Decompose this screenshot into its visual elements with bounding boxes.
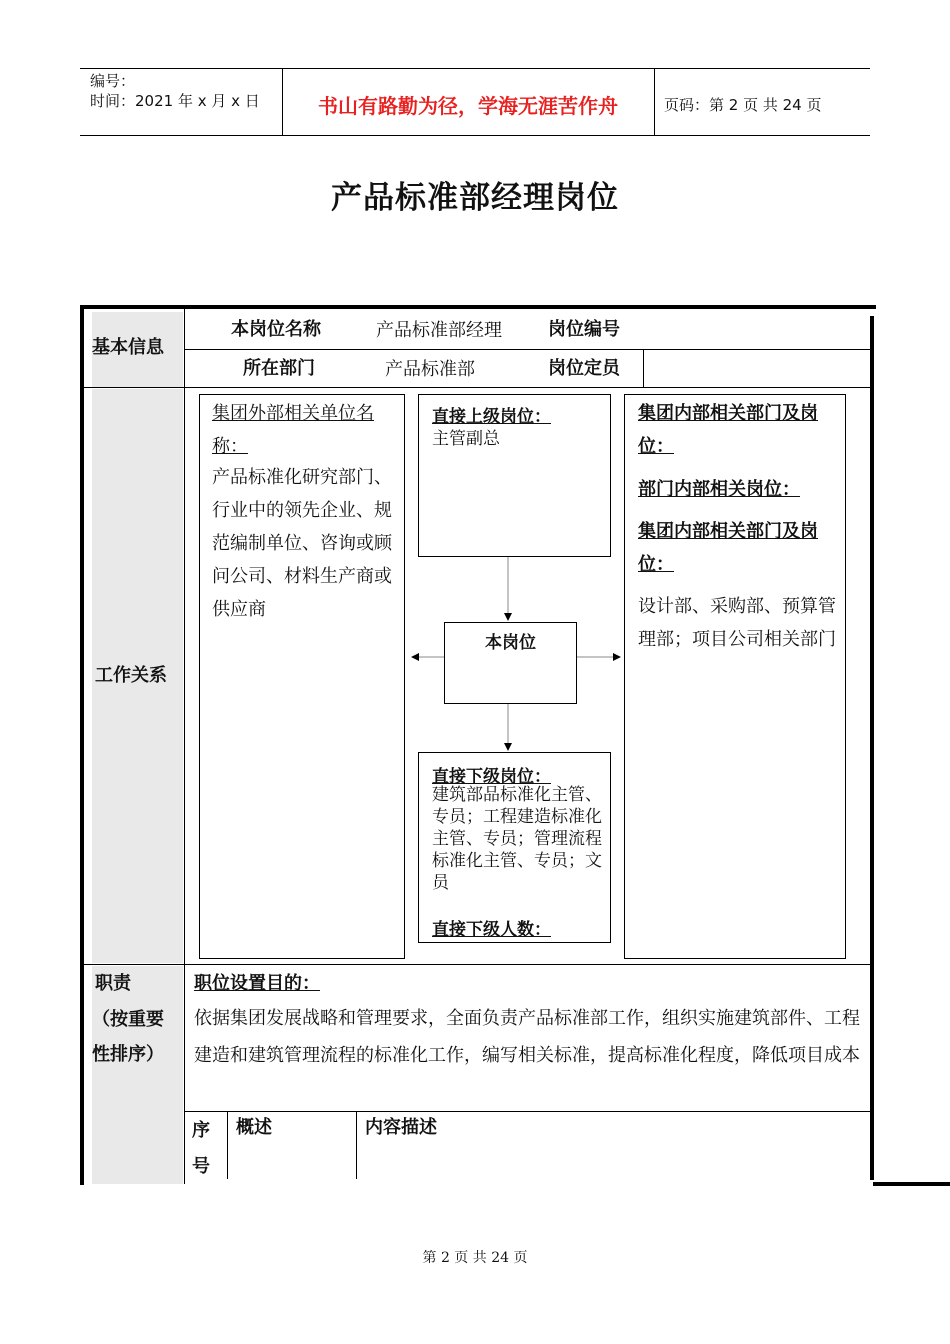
label-column-rule	[184, 309, 185, 1184]
header-serial: 编号：	[90, 72, 136, 90]
position-code-label: 岗位编号	[548, 319, 620, 340]
basic-bottom-rule	[84, 387, 870, 388]
page-footer: 第 2 页 共 24 页	[422, 1250, 528, 1266]
duties-col-no-rule	[227, 1111, 228, 1179]
basic-row-divider	[184, 349, 870, 350]
duties-col-summary-rule	[356, 1111, 357, 1179]
position-name-value: 产品标准部经理	[376, 320, 502, 341]
header-divider-right	[654, 68, 655, 136]
headcount-cell-divider	[643, 349, 644, 387]
col-summary-header: 概述	[236, 1117, 272, 1138]
superior-title: 直接上级岗位：	[432, 407, 551, 427]
this-position-label: 本岗位	[485, 633, 536, 653]
table-right-rule	[870, 316, 874, 1180]
work-relations-label: 工作关系	[95, 665, 167, 686]
header-motto: 书山有路勤为径，学海无涯苦作舟	[318, 94, 618, 118]
duties-table-header-rule	[184, 1111, 870, 1112]
internal-content: 设计部、采购部、预算管理部；项目公司相关部门	[638, 596, 836, 650]
external-units-title: 集团外部相关单位名称：	[212, 403, 374, 457]
col-no-header-2: 号	[192, 1156, 210, 1177]
subordinate-title: 直接下级岗位：	[432, 767, 551, 787]
relations-connectors	[400, 550, 630, 760]
internal-title-2: 部门内部相关岗位：	[638, 479, 800, 500]
table-bottom-right-rule	[873, 1182, 950, 1186]
basic-info-label: 基本信息	[92, 337, 164, 358]
purpose-text: 依据集团发展战略和管理要求，全面负责产品标准部工作，组织实施建筑部件、工程建造和建筑管理流程的标准化工作，编写相关标准，提高标准化程度，降低项目成本	[194, 1008, 860, 1066]
header-page-info: 页码：第 2 页 共 24 页	[664, 96, 822, 114]
internal-departments-box	[624, 394, 846, 959]
external-units-content: 产品标准化研究部门、行业中的领先企业、规范编制单位、咨询或顾问公司、材料生产商或供应商	[212, 467, 392, 620]
header-bottom-rule	[80, 135, 870, 136]
col-description-header: 内容描述	[365, 1117, 437, 1138]
external-units-box	[199, 394, 405, 959]
internal-title-3: 集团内部相关部门及岗位：	[638, 521, 818, 575]
duties-label-3: 性排序）	[92, 1044, 164, 1065]
position-name-label: 本岗位名称	[231, 319, 321, 340]
table-left-rule	[80, 305, 84, 1185]
duties-top-rule	[84, 964, 870, 965]
superior-content: 主管副总	[432, 429, 500, 449]
subordinate-box	[418, 752, 611, 943]
table-top-rule	[80, 305, 876, 309]
col-no-header-1: 序	[192, 1120, 210, 1141]
header-top-rule	[80, 68, 870, 69]
internal-title-1: 集团内部相关部门及岗位：	[638, 403, 818, 457]
duties-label-2: （按重要	[92, 1009, 164, 1030]
header-time: 时间：2021 年 x 月 x 日	[90, 92, 260, 110]
department-value: 产品标准部	[385, 359, 475, 380]
subordinate-count-label: 直接下级人数：	[432, 920, 551, 940]
subordinate-content: 建筑部品标准化主管、专员；工程建造标准化主管、专员；管理流程标准化主管、专员；文员	[432, 785, 602, 893]
purpose-title: 职位设置目的：	[194, 973, 320, 994]
headcount-label: 岗位定员	[548, 358, 620, 379]
department-label: 所在部门	[243, 358, 315, 379]
page-title: 产品标准部经理岗位	[331, 180, 619, 216]
superior-box	[418, 394, 611, 557]
duties-label-1: 职责	[95, 973, 131, 994]
